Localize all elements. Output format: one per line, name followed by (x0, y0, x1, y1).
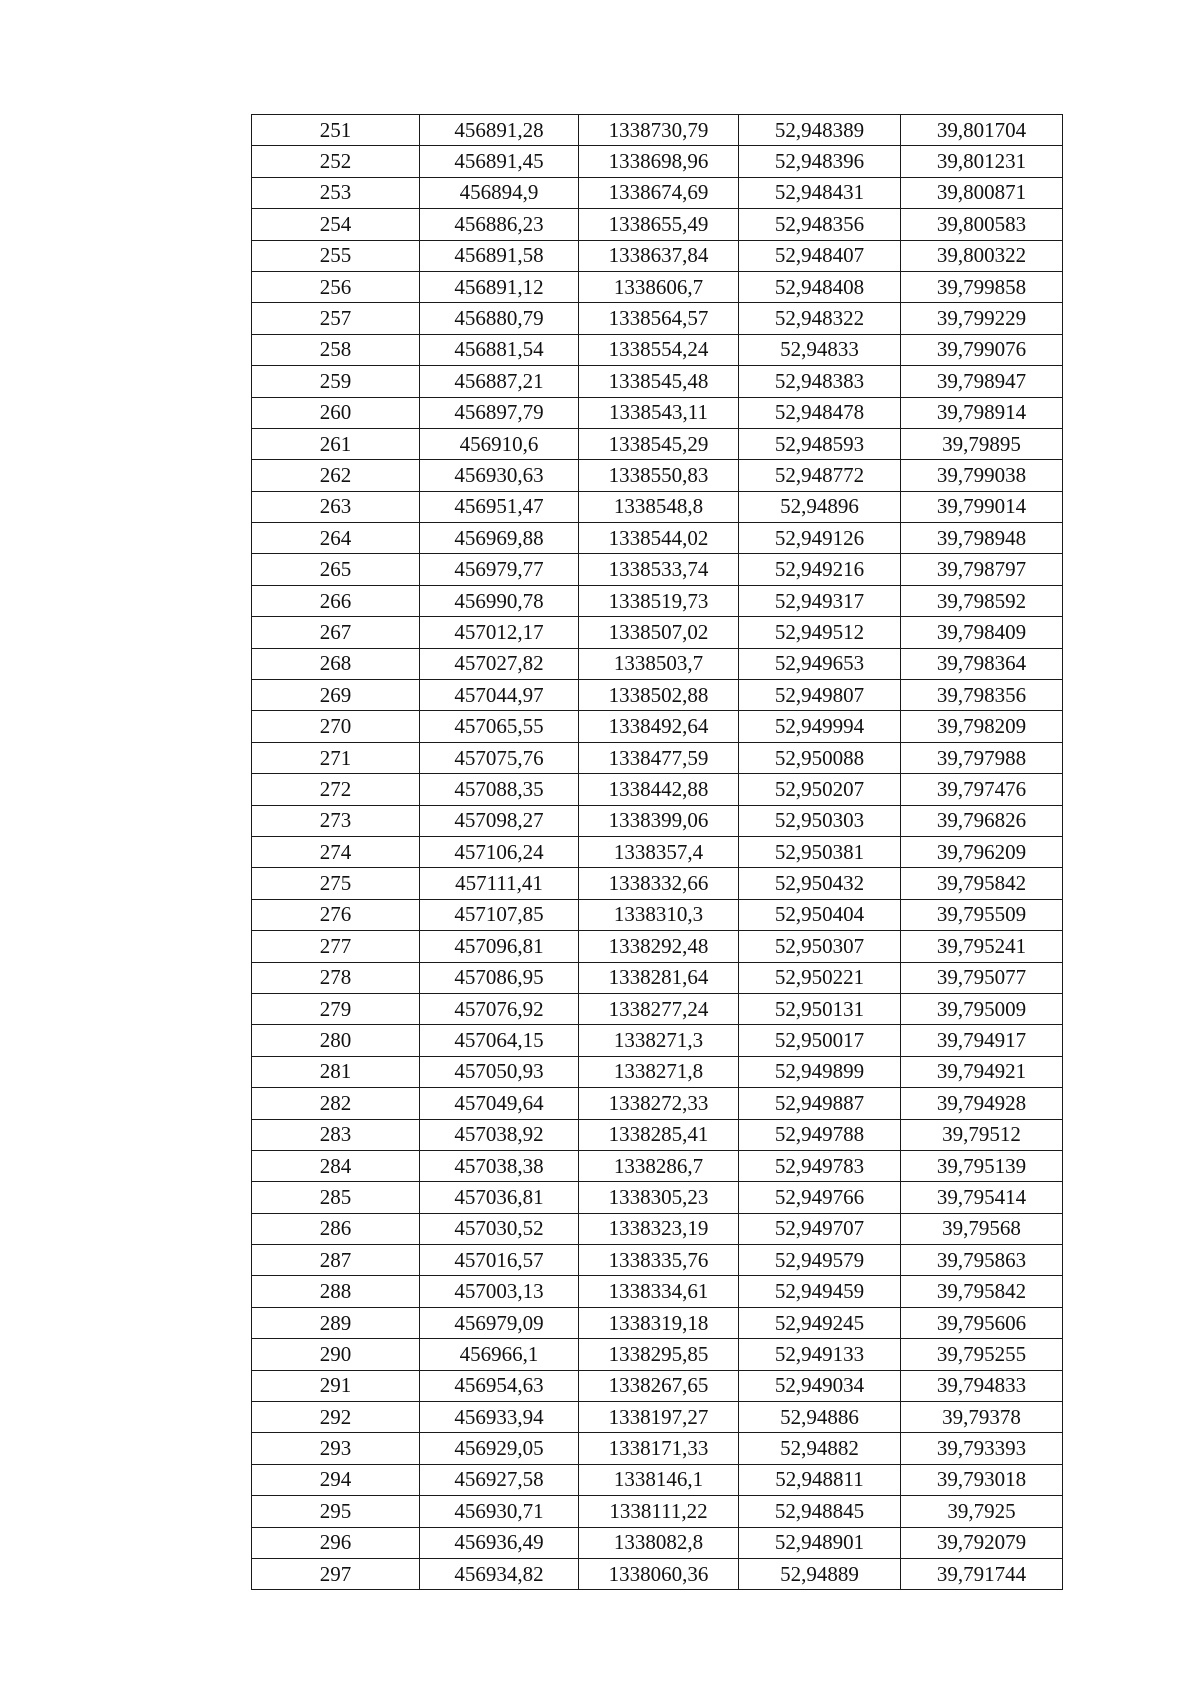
table-row (252, 1307, 1063, 1338)
latitude-cell: 52,950381 (739, 836, 901, 867)
longitude-cell: 39,792079 (901, 1527, 1063, 1558)
latitude-cell: 52,949034 (739, 1370, 901, 1401)
y-coordinate-cell: 1338271,3 (579, 1025, 739, 1056)
x-coordinate-cell: 457096,81 (420, 931, 579, 962)
longitude-cell: 39,794833 (901, 1370, 1063, 1401)
x-coordinate-cell: 457064,15 (420, 1025, 579, 1056)
x-coordinate-cell: 457012,17 (420, 617, 579, 648)
y-coordinate-cell: 1338271,8 (579, 1056, 739, 1087)
x-coordinate-cell: 457016,57 (420, 1245, 579, 1276)
latitude-cell: 52,949579 (739, 1245, 901, 1276)
table-row (252, 1088, 1063, 1119)
longitude-cell: 39,801704 (901, 115, 1063, 146)
longitude-cell: 39,798947 (901, 366, 1063, 397)
point-number-cell: 295 (252, 1496, 420, 1527)
latitude-cell: 52,948322 (739, 303, 901, 334)
longitude-cell: 39,798592 (901, 585, 1063, 616)
table-row (252, 428, 1063, 459)
table-row (252, 523, 1063, 554)
latitude-cell: 52,949216 (739, 554, 901, 585)
latitude-cell: 52,948396 (739, 146, 901, 177)
y-coordinate-cell: 1338533,74 (579, 554, 739, 585)
y-coordinate-cell: 1338272,33 (579, 1088, 739, 1119)
longitude-cell: 39,798409 (901, 617, 1063, 648)
point-number-cell: 277 (252, 931, 420, 962)
table-row (252, 491, 1063, 522)
latitude-cell: 52,948478 (739, 397, 901, 428)
y-coordinate-cell: 1338197,27 (579, 1402, 739, 1433)
latitude-cell: 52,949126 (739, 523, 901, 554)
longitude-cell: 39,797476 (901, 774, 1063, 805)
table-row (252, 1402, 1063, 1433)
point-number-cell: 258 (252, 334, 420, 365)
latitude-cell: 52,950017 (739, 1025, 901, 1056)
longitude-cell: 39,795241 (901, 931, 1063, 962)
longitude-cell: 39,799014 (901, 491, 1063, 522)
point-number-cell: 263 (252, 491, 420, 522)
table-row (252, 993, 1063, 1024)
table-row (252, 1558, 1063, 1589)
latitude-cell: 52,94896 (739, 491, 901, 522)
table-row (252, 1213, 1063, 1244)
longitude-cell: 39,795606 (901, 1307, 1063, 1338)
latitude-cell: 52,949653 (739, 648, 901, 679)
y-coordinate-cell: 1338323,19 (579, 1213, 739, 1244)
table-row (252, 962, 1063, 993)
point-number-cell: 270 (252, 711, 420, 742)
latitude-cell: 52,949899 (739, 1056, 901, 1087)
longitude-cell: 39,798948 (901, 523, 1063, 554)
y-coordinate-cell: 1338502,88 (579, 680, 739, 711)
longitude-cell: 39,800322 (901, 240, 1063, 271)
x-coordinate-cell: 456881,54 (420, 334, 579, 365)
latitude-cell: 52,950088 (739, 742, 901, 773)
y-coordinate-cell: 1338357,4 (579, 836, 739, 867)
point-number-cell: 271 (252, 742, 420, 773)
longitude-cell: 39,793018 (901, 1464, 1063, 1495)
x-coordinate-cell: 456886,23 (420, 209, 579, 240)
point-number-cell: 257 (252, 303, 420, 334)
latitude-cell: 52,94886 (739, 1402, 901, 1433)
latitude-cell: 52,950207 (739, 774, 901, 805)
longitude-cell: 39,79568 (901, 1213, 1063, 1244)
point-number-cell: 272 (252, 774, 420, 805)
point-number-cell: 288 (252, 1276, 420, 1307)
table-row (252, 146, 1063, 177)
table-row (252, 1276, 1063, 1307)
longitude-cell: 39,797988 (901, 742, 1063, 773)
table-row (252, 397, 1063, 428)
latitude-cell: 52,948772 (739, 460, 901, 491)
longitude-cell: 39,798797 (901, 554, 1063, 585)
y-coordinate-cell: 1338548,8 (579, 491, 739, 522)
table-row (252, 115, 1063, 146)
table-row (252, 271, 1063, 302)
x-coordinate-cell: 456934,82 (420, 1558, 579, 1589)
table-row (252, 931, 1063, 962)
table-row (252, 1056, 1063, 1087)
x-coordinate-cell: 457049,64 (420, 1088, 579, 1119)
y-coordinate-cell: 1338492,64 (579, 711, 739, 742)
y-coordinate-cell: 1338674,69 (579, 177, 739, 208)
y-coordinate-cell: 1338655,49 (579, 209, 739, 240)
longitude-cell: 39,796209 (901, 836, 1063, 867)
point-number-cell: 260 (252, 397, 420, 428)
longitude-cell: 39,79378 (901, 1402, 1063, 1433)
point-number-cell: 279 (252, 993, 420, 1024)
point-number-cell: 282 (252, 1088, 420, 1119)
y-coordinate-cell: 1338477,59 (579, 742, 739, 773)
x-coordinate-cell: 457086,95 (420, 962, 579, 993)
latitude-cell: 52,949807 (739, 680, 901, 711)
x-coordinate-cell: 456891,28 (420, 115, 579, 146)
point-number-cell: 280 (252, 1025, 420, 1056)
y-coordinate-cell: 1338545,48 (579, 366, 739, 397)
table-row (252, 617, 1063, 648)
latitude-cell: 52,949994 (739, 711, 901, 742)
y-coordinate-cell: 1338285,41 (579, 1119, 739, 1150)
point-number-cell: 292 (252, 1402, 420, 1433)
y-coordinate-cell: 1338319,18 (579, 1307, 739, 1338)
y-coordinate-cell: 1338554,24 (579, 334, 739, 365)
longitude-cell: 39,795414 (901, 1182, 1063, 1213)
point-number-cell: 252 (252, 146, 420, 177)
y-coordinate-cell: 1338442,88 (579, 774, 739, 805)
y-coordinate-cell: 1338544,02 (579, 523, 739, 554)
x-coordinate-cell: 457111,41 (420, 868, 579, 899)
latitude-cell: 52,949133 (739, 1339, 901, 1370)
latitude-cell: 52,949887 (739, 1088, 901, 1119)
point-number-cell: 264 (252, 523, 420, 554)
y-coordinate-cell: 1338332,66 (579, 868, 739, 899)
point-number-cell: 290 (252, 1339, 420, 1370)
longitude-cell: 39,798209 (901, 711, 1063, 742)
table-row (252, 1339, 1063, 1370)
table-row (252, 1496, 1063, 1527)
y-coordinate-cell: 1338310,3 (579, 899, 739, 930)
x-coordinate-cell: 457050,93 (420, 1056, 579, 1087)
table-row (252, 742, 1063, 773)
y-coordinate-cell: 1338146,1 (579, 1464, 739, 1495)
x-coordinate-cell: 456933,94 (420, 1402, 579, 1433)
x-coordinate-cell: 457106,24 (420, 836, 579, 867)
latitude-cell: 52,94882 (739, 1433, 901, 1464)
x-coordinate-cell: 457027,82 (420, 648, 579, 679)
latitude-cell: 52,949245 (739, 1307, 901, 1338)
longitude-cell: 39,795077 (901, 962, 1063, 993)
table-row (252, 240, 1063, 271)
y-coordinate-cell: 1338295,85 (579, 1339, 739, 1370)
y-coordinate-cell: 1338286,7 (579, 1150, 739, 1181)
longitude-cell: 39,799229 (901, 303, 1063, 334)
table-row (252, 1182, 1063, 1213)
x-coordinate-cell: 457003,13 (420, 1276, 579, 1307)
point-number-cell: 281 (252, 1056, 420, 1087)
x-coordinate-cell: 456927,58 (420, 1464, 579, 1495)
y-coordinate-cell: 1338267,65 (579, 1370, 739, 1401)
point-number-cell: 296 (252, 1527, 420, 1558)
y-coordinate-cell: 1338698,96 (579, 146, 739, 177)
point-number-cell: 284 (252, 1150, 420, 1181)
latitude-cell: 52,950432 (739, 868, 901, 899)
longitude-cell: 39,800583 (901, 209, 1063, 240)
latitude-cell: 52,949707 (739, 1213, 901, 1244)
y-coordinate-cell: 1338730,79 (579, 115, 739, 146)
table-row (252, 209, 1063, 240)
point-number-cell: 268 (252, 648, 420, 679)
table-row (252, 1025, 1063, 1056)
latitude-cell: 52,949788 (739, 1119, 901, 1150)
latitude-cell: 52,949766 (739, 1182, 901, 1213)
y-coordinate-cell: 1338171,33 (579, 1433, 739, 1464)
table-row (252, 1433, 1063, 1464)
x-coordinate-cell: 456930,63 (420, 460, 579, 491)
y-coordinate-cell: 1338545,29 (579, 428, 739, 459)
longitude-cell: 39,796826 (901, 805, 1063, 836)
latitude-cell: 52,948407 (739, 240, 901, 271)
x-coordinate-cell: 457044,97 (420, 680, 579, 711)
point-number-cell: 287 (252, 1245, 420, 1276)
latitude-cell: 52,950404 (739, 899, 901, 930)
point-number-cell: 254 (252, 209, 420, 240)
x-coordinate-cell: 456969,88 (420, 523, 579, 554)
longitude-cell: 39,794917 (901, 1025, 1063, 1056)
point-number-cell: 273 (252, 805, 420, 836)
latitude-cell: 52,950221 (739, 962, 901, 993)
x-coordinate-cell: 456979,09 (420, 1307, 579, 1338)
table-row (252, 711, 1063, 742)
latitude-cell: 52,948901 (739, 1527, 901, 1558)
x-coordinate-cell: 456930,71 (420, 1496, 579, 1527)
latitude-cell: 52,949512 (739, 617, 901, 648)
x-coordinate-cell: 456887,21 (420, 366, 579, 397)
longitude-cell: 39,799858 (901, 271, 1063, 302)
longitude-cell: 39,7925 (901, 1496, 1063, 1527)
x-coordinate-cell: 456990,78 (420, 585, 579, 616)
x-coordinate-cell: 457038,92 (420, 1119, 579, 1150)
x-coordinate-cell: 457030,52 (420, 1213, 579, 1244)
point-number-cell: 293 (252, 1433, 420, 1464)
point-number-cell: 262 (252, 460, 420, 491)
longitude-cell: 39,798364 (901, 648, 1063, 679)
table-row (252, 366, 1063, 397)
latitude-cell: 52,948431 (739, 177, 901, 208)
y-coordinate-cell: 1338550,83 (579, 460, 739, 491)
x-coordinate-cell: 456936,49 (420, 1527, 579, 1558)
longitude-cell: 39,800871 (901, 177, 1063, 208)
table-row (252, 836, 1063, 867)
x-coordinate-cell: 457038,38 (420, 1150, 579, 1181)
latitude-cell: 52,94833 (739, 334, 901, 365)
x-coordinate-cell: 457088,35 (420, 774, 579, 805)
longitude-cell: 39,799038 (901, 460, 1063, 491)
table-row (252, 554, 1063, 585)
longitude-cell: 39,795255 (901, 1339, 1063, 1370)
x-coordinate-cell: 456951,47 (420, 491, 579, 522)
latitude-cell: 52,948845 (739, 1496, 901, 1527)
table-row (252, 648, 1063, 679)
x-coordinate-cell: 456891,58 (420, 240, 579, 271)
y-coordinate-cell: 1338503,7 (579, 648, 739, 679)
longitude-cell: 39,795509 (901, 899, 1063, 930)
latitude-cell: 52,948811 (739, 1464, 901, 1495)
latitude-cell: 52,949459 (739, 1276, 901, 1307)
longitude-cell: 39,795139 (901, 1150, 1063, 1181)
point-number-cell: 269 (252, 680, 420, 711)
x-coordinate-cell: 456966,1 (420, 1339, 579, 1370)
longitude-cell: 39,798356 (901, 680, 1063, 711)
y-coordinate-cell: 1338292,48 (579, 931, 739, 962)
x-coordinate-cell: 456954,63 (420, 1370, 579, 1401)
latitude-cell: 52,950303 (739, 805, 901, 836)
point-number-cell: 256 (252, 271, 420, 302)
longitude-cell: 39,798914 (901, 397, 1063, 428)
x-coordinate-cell: 457036,81 (420, 1182, 579, 1213)
table-row (252, 1464, 1063, 1495)
table-row (252, 585, 1063, 616)
y-coordinate-cell: 1338082,8 (579, 1527, 739, 1558)
y-coordinate-cell: 1338281,64 (579, 962, 739, 993)
point-number-cell: 266 (252, 585, 420, 616)
x-coordinate-cell: 456929,05 (420, 1433, 579, 1464)
table-row (252, 774, 1063, 805)
point-number-cell: 289 (252, 1307, 420, 1338)
longitude-cell: 39,793393 (901, 1433, 1063, 1464)
table-row (252, 868, 1063, 899)
table-row (252, 334, 1063, 365)
table-row (252, 805, 1063, 836)
x-coordinate-cell: 457076,92 (420, 993, 579, 1024)
x-coordinate-cell: 457075,76 (420, 742, 579, 773)
x-coordinate-cell: 457098,27 (420, 805, 579, 836)
latitude-cell: 52,948408 (739, 271, 901, 302)
point-number-cell: 294 (252, 1464, 420, 1495)
table-row (252, 460, 1063, 491)
x-coordinate-cell: 456891,45 (420, 146, 579, 177)
x-coordinate-cell: 456891,12 (420, 271, 579, 302)
x-coordinate-cell: 456880,79 (420, 303, 579, 334)
longitude-cell: 39,79512 (901, 1119, 1063, 1150)
table-row (252, 1150, 1063, 1181)
x-coordinate-cell: 457065,55 (420, 711, 579, 742)
longitude-cell: 39,794921 (901, 1056, 1063, 1087)
latitude-cell: 52,950307 (739, 931, 901, 962)
latitude-cell: 52,948593 (739, 428, 901, 459)
table-row (252, 177, 1063, 208)
y-coordinate-cell: 1338543,11 (579, 397, 739, 428)
point-number-cell: 286 (252, 1213, 420, 1244)
point-number-cell: 275 (252, 868, 420, 899)
point-number-cell: 255 (252, 240, 420, 271)
longitude-cell: 39,795842 (901, 868, 1063, 899)
y-coordinate-cell: 1338606,7 (579, 271, 739, 302)
latitude-cell: 52,950131 (739, 993, 901, 1024)
latitude-cell: 52,948383 (739, 366, 901, 397)
coordinates-table (251, 114, 1063, 1590)
y-coordinate-cell: 1338564,57 (579, 303, 739, 334)
y-coordinate-cell: 1338335,76 (579, 1245, 739, 1276)
point-number-cell: 253 (252, 177, 420, 208)
y-coordinate-cell: 1338277,24 (579, 993, 739, 1024)
point-number-cell: 278 (252, 962, 420, 993)
y-coordinate-cell: 1338060,36 (579, 1558, 739, 1589)
table-row (252, 1119, 1063, 1150)
y-coordinate-cell: 1338637,84 (579, 240, 739, 271)
table-row (252, 1245, 1063, 1276)
longitude-cell: 39,79895 (901, 428, 1063, 459)
point-number-cell: 251 (252, 115, 420, 146)
y-coordinate-cell: 1338111,22 (579, 1496, 739, 1527)
x-coordinate-cell: 456910,6 (420, 428, 579, 459)
latitude-cell: 52,94889 (739, 1558, 901, 1589)
y-coordinate-cell: 1338519,73 (579, 585, 739, 616)
table-row (252, 1527, 1063, 1558)
x-coordinate-cell: 456897,79 (420, 397, 579, 428)
table-row (252, 1370, 1063, 1401)
point-number-cell: 285 (252, 1182, 420, 1213)
y-coordinate-cell: 1338334,61 (579, 1276, 739, 1307)
longitude-cell: 39,794928 (901, 1088, 1063, 1119)
x-coordinate-cell: 456979,77 (420, 554, 579, 585)
point-number-cell: 274 (252, 836, 420, 867)
point-number-cell: 261 (252, 428, 420, 459)
point-number-cell: 283 (252, 1119, 420, 1150)
table-row (252, 680, 1063, 711)
y-coordinate-cell: 1338305,23 (579, 1182, 739, 1213)
point-number-cell: 265 (252, 554, 420, 585)
point-number-cell: 276 (252, 899, 420, 930)
x-coordinate-cell: 456894,9 (420, 177, 579, 208)
table-row (252, 899, 1063, 930)
longitude-cell: 39,795863 (901, 1245, 1063, 1276)
longitude-cell: 39,791744 (901, 1558, 1063, 1589)
longitude-cell: 39,801231 (901, 146, 1063, 177)
longitude-cell: 39,799076 (901, 334, 1063, 365)
point-number-cell: 291 (252, 1370, 420, 1401)
longitude-cell: 39,795009 (901, 993, 1063, 1024)
point-number-cell: 259 (252, 366, 420, 397)
latitude-cell: 52,949783 (739, 1150, 901, 1181)
table-row (252, 303, 1063, 334)
latitude-cell: 52,948389 (739, 115, 901, 146)
point-number-cell: 297 (252, 1558, 420, 1589)
latitude-cell: 52,949317 (739, 585, 901, 616)
latitude-cell: 52,948356 (739, 209, 901, 240)
y-coordinate-cell: 1338507,02 (579, 617, 739, 648)
x-coordinate-cell: 457107,85 (420, 899, 579, 930)
y-coordinate-cell: 1338399,06 (579, 805, 739, 836)
longitude-cell: 39,795842 (901, 1276, 1063, 1307)
point-number-cell: 267 (252, 617, 420, 648)
coordinates-table-body (252, 115, 1063, 1590)
